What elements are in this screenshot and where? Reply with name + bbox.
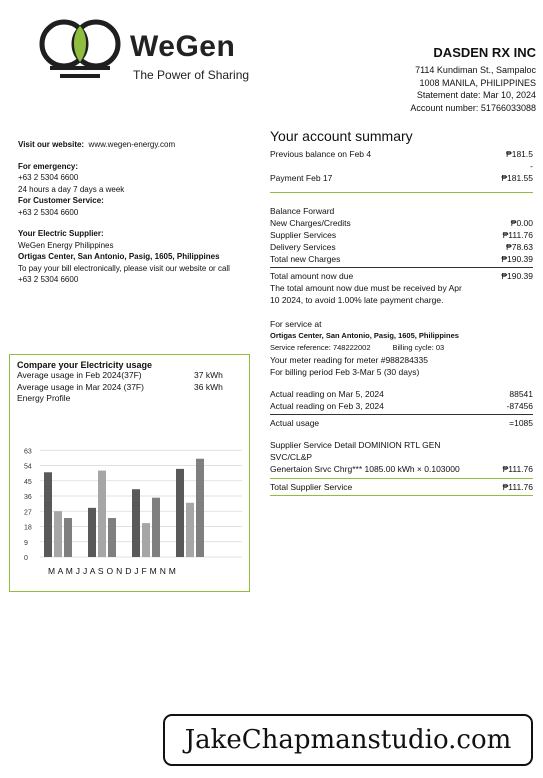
watermark-stamp: JakeChapmanstudio.com [163,714,533,766]
due-value: ₱190.39 [501,271,533,281]
y-tick-label: 9 [24,539,28,547]
chart-bar [98,471,106,557]
y-tick-label: 18 [24,524,32,532]
divider [270,414,533,415]
balance-forward: Balance Forward [270,206,335,216]
feb-usage-label: Average usage in Feb 2024(37F) [17,370,142,380]
new-charges: ₱0.00 [510,218,533,228]
company-address-2: 1008 MANILA, PHILIPPINES [419,77,536,88]
billing-period: For billing period Feb 3-Mar 5 (30 days) [270,367,420,377]
dash: - [530,161,533,171]
cs-phone: +63 2 5304 6600 [18,207,79,217]
due-note-1: The total amount now due must be received by Apr [270,283,462,293]
meter-line: Your meter reading for meter #988284335 [270,355,428,365]
x-tick-labels: M A M J J A S O N D J F M N M [48,566,177,576]
billing-cycle: Billing cycle: 03 [392,343,445,352]
usage-value: =1085 [509,418,533,428]
y-tick-label: 63 [24,448,32,456]
total-supplier-label: Total Supplier Service [270,482,353,492]
cs-label: For Customer Service: [18,196,104,205]
prev-balance: ₱181.5 [506,149,533,159]
payment-value: ₱181.55 [501,173,533,183]
website-link[interactable]: www.wegen-energy.com [88,140,176,149]
energy-profile-chart [10,430,249,580]
summary-title: Your account summary [270,128,413,144]
reading-2: -87456 [506,401,533,411]
supplier-label: Your Electric Supplier: [18,229,104,238]
reading-1: 88541 [509,389,533,399]
chart-bar [44,472,52,557]
pay-phone: +63 2 5304 6600 [18,275,79,284]
pay-note: To pay your bill electronically, please visit our website or call [18,263,230,273]
due-note-2: 10 2024, to avoid 1.00% late payment charge. [270,295,444,305]
total-supplier: ₱111.76 [502,482,533,492]
supplier-services-label: Supplier Services [270,230,337,240]
divider [270,478,533,479]
chart-bar [88,508,96,557]
generation-charge: ₱111.76 [502,464,533,474]
contact-info [18,139,258,286]
chart-bar [196,459,204,557]
y-tick-label: 36 [24,494,32,501]
total-new: ₱190.39 [501,254,533,264]
chart-bar [142,523,150,557]
supplier-detail-1: Supplier Service Detail DOMINION RTL GEN [270,440,441,450]
y-tick-label: 45 [24,478,32,486]
account-summary [270,128,533,498]
brand-name: WeGen [130,30,236,63]
account-number: Account number: 51766033088 [410,102,536,113]
due-label: Total amount now due [270,271,354,281]
service-ref: Service reference: 748222002 [270,343,371,352]
usage-title: Compare your Electricity usage [17,360,153,370]
chart-bar [108,518,116,557]
company-block [410,45,536,114]
reading-1-label: Actual reading on Mar 5, 2024 [270,389,384,399]
generation-charge-label: Genertaion Srvc Chrg*** 1085.00 kWh × 0.103000 [270,464,460,474]
delivery-label: Delivery Services [270,242,336,252]
service-at: For service at [270,319,322,329]
chart-bar [186,503,194,557]
company-address-1: 7114 Kundiman St., Sampaloc [415,65,536,75]
divider [270,267,533,268]
feb-usage-value: 37 kWh [194,370,223,380]
company-name: DASDEN RX INC [433,45,536,60]
service-address: Ortigas Center, San Antonio, Pasig, 1605, Philippines [270,331,459,340]
mar-usage-label: Average usage in Mar 2024 (37F) [17,381,144,392]
mar-usage-value: 36 kWh [194,381,223,392]
reading-2-label: Actual reading on Feb 3, 2024 [270,401,384,411]
y-tick-label: 0 [24,555,28,562]
energy-profile-label: Energy Profile [17,393,71,403]
usage-label: Actual usage [270,418,320,428]
emergency-label: For emergency: [18,161,79,171]
chart-bar [176,469,184,557]
divider [270,495,533,496]
divider [270,192,533,193]
y-tick-label: 27 [24,509,32,517]
prev-balance-label: Previous balance on Feb 4 [270,149,372,159]
website-label: Visit our website: [18,140,85,149]
emergency-hours: 24 hours a day 7 days a week [18,184,125,194]
chart-bar [132,489,140,557]
usage-compare-box [9,354,250,592]
emergency-phone: +63 2 5304 6600 [18,173,79,182]
payment-label: Payment Feb 17 [270,173,333,183]
statement-date: Statement date: Mar 10, 2024 [416,90,536,100]
y-tick-label: 54 [24,463,32,471]
new-charges-label: New Charges/Credits [270,218,351,228]
supplier-name: WeGen Energy Philippines [18,240,114,250]
total-new-label: Total new Charges [270,254,341,264]
supplier-detail-2: SVC/CL&P [270,452,313,462]
wegen-logo-icon [34,18,126,82]
supplier-address: Ortigas Center, San Antonio, Pasig, 1605, Philippines [18,252,220,261]
delivery-value: ₱78.63 [506,242,533,252]
chart-bar [64,518,72,557]
brand-tagline: The Power of Sharing [133,68,250,82]
supplier-services: ₱111.76 [502,230,533,240]
chart-bar [54,511,62,557]
chart-bar [152,498,160,557]
